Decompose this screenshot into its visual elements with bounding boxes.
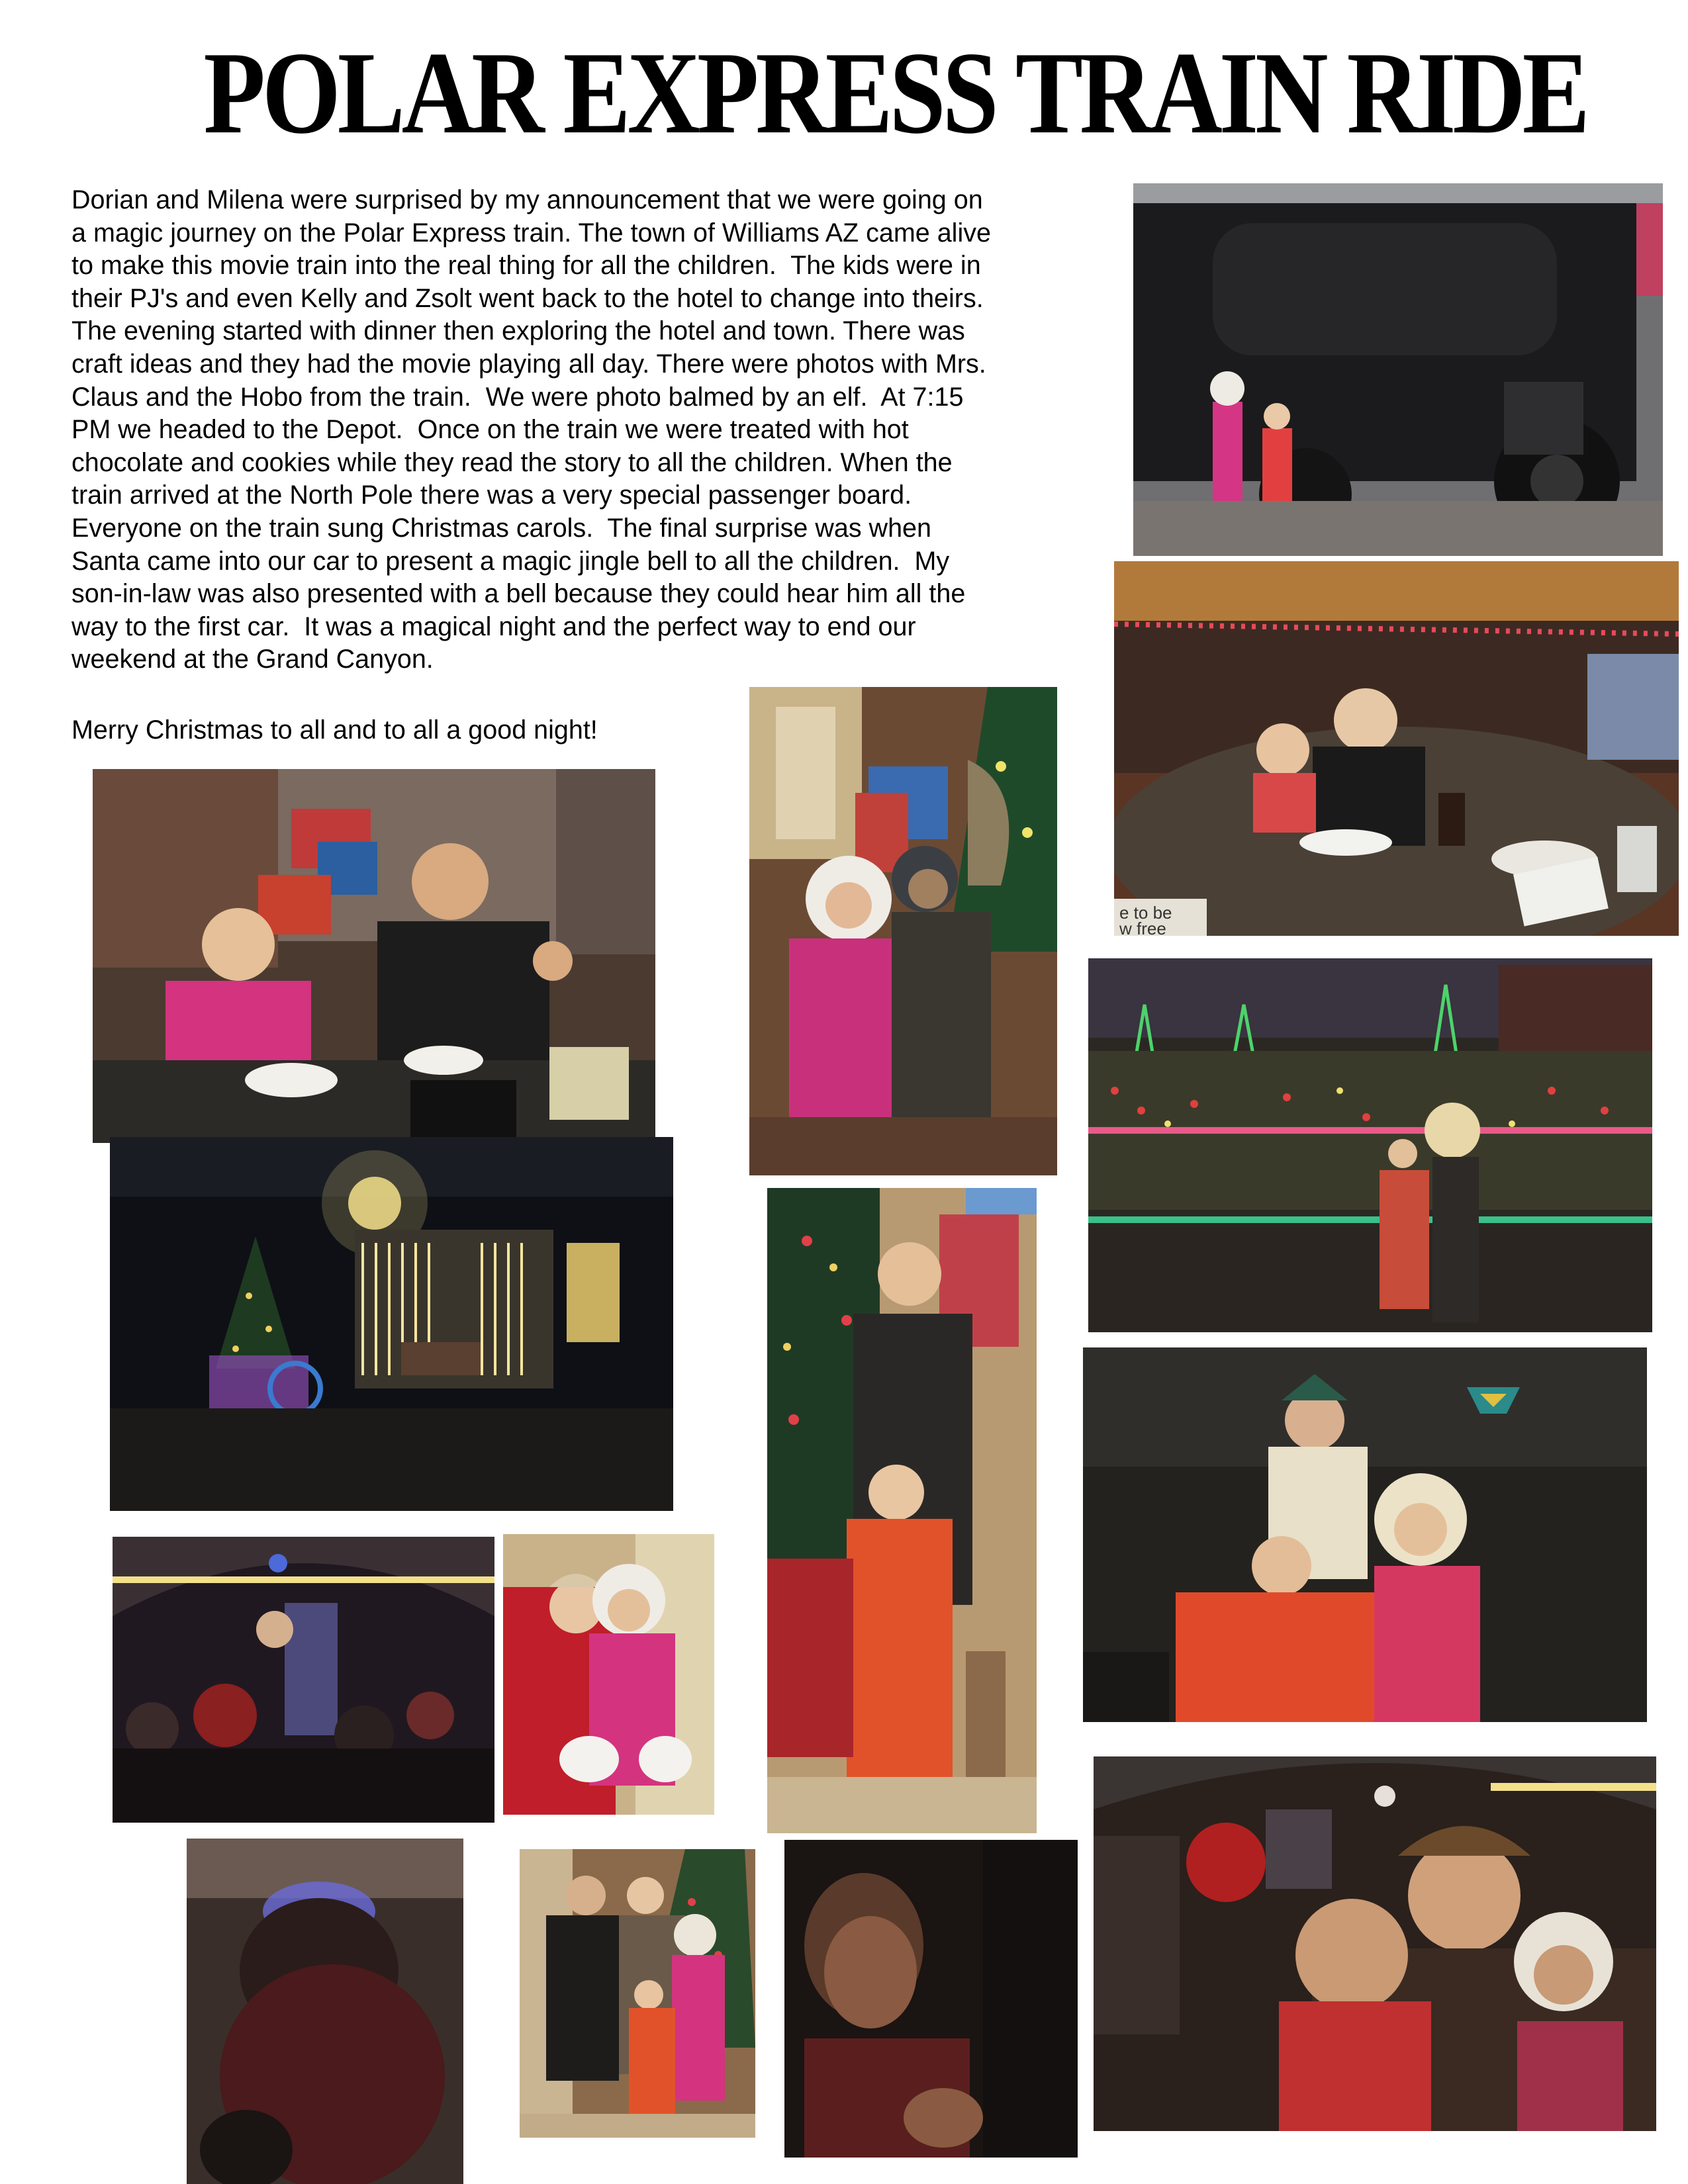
page-title: POLAR EXPRESS TRAIN RIDE (203, 27, 1587, 158)
photo-light-display (1088, 958, 1652, 1332)
photo-dinner-thumbs-up (93, 769, 655, 1143)
photo-family-tree (520, 1849, 755, 2138)
photo-hobo (749, 687, 1057, 1175)
photo-mom-kids-train (1094, 1756, 1656, 2131)
svg-text:w free: w free (1119, 919, 1166, 936)
photo-locomotive-kids (1133, 183, 1663, 556)
photo-elf (1083, 1347, 1647, 1722)
photo-restaurant-mom-son (1114, 561, 1679, 936)
svg-text:e to be: e to be (1119, 903, 1172, 923)
story-paragraph: Dorian and Milena were surprised by my announcement that we were going on a magic journey on the Polar Express train. The town of Williams AZ came alive to make this movie train into the real thing for all the children. The kids were in their PJ's and even Kelly and Zsolt went back to the hotel to change into theirs. The evening started with dinner then exploring the hotel and town. There was craft ideas and they had the movie playing all day. There were photos with Mrs. Claus and the Hobo from the train. We were photo balmed by an elf. At 7:15 PM we headed to the Depot. Once on the train we were treated with hot chocolate and cookies while they read the story to all the children. When the train arrived at the North Pole there was a very special passenger board. Everyone on the train sung Christmas carols. The final surprise was when Santa came into our car to present a magic jingle bell to all the children. My son-in-law was also presented with a bell because they could hear him all the way to the first car. It was a magical night and the perfect way to end our weekend at the Grand Canyon. (71, 185, 991, 674)
photo-mrs-claus (503, 1534, 714, 1815)
closing-line: Merry Christmas to all and to all a good night! (71, 715, 598, 745)
photo-mom-son-tree (767, 1188, 1037, 1833)
photo-boy-train-dark (784, 1840, 1078, 2158)
photo-train-car-santa (113, 1537, 494, 1823)
photo-depot-night (110, 1137, 673, 1511)
photo-blurry-santa (187, 1839, 463, 2184)
